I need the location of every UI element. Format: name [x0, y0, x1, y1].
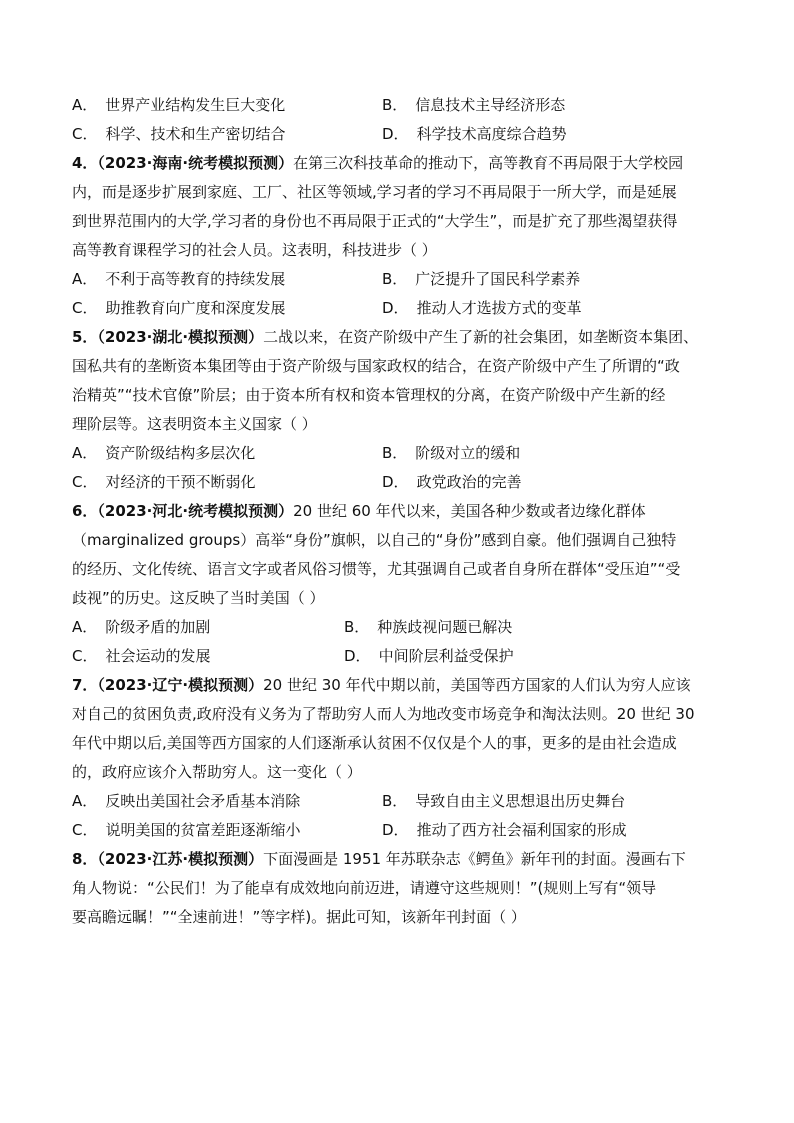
q6-stem-line-4: 歧视”的历史。这反映了当时美国（ ） [72, 589, 325, 607]
q4-heading: 4．（2023·海南·统考模拟预测） [72, 154, 294, 172]
option-letter: C． [72, 821, 98, 839]
option-text: 说明美国的贫富差距逐渐缩小 [105, 821, 301, 839]
q5-stem-line-3: 治精英”“技术官僚”阶层；由于资本所有权和资本管理权的分离，在资产阶级中产生新的经 [72, 386, 666, 404]
option-letter: D． [344, 647, 371, 665]
option-letter: B． [382, 444, 408, 462]
option-text: 反映出美国社会矛盾基本消除 [105, 792, 301, 810]
q6-stem-line-1 [72, 501, 646, 521]
option-letter: B． [382, 96, 408, 114]
q3-option-d[interactable] [382, 124, 567, 144]
q5-stem-line-4: 理阶层等。这表明资本主义国家（ ） [72, 415, 317, 433]
option-text: 政党政治的完善 [416, 473, 522, 491]
q7-option-b[interactable] [382, 791, 625, 811]
q4-option-c[interactable] [72, 298, 286, 318]
q7-stem-line-1 [72, 675, 691, 695]
q7-heading: 7．（2023·辽宁·模拟预测） [72, 676, 264, 694]
option-letter: D． [382, 299, 409, 317]
q5-heading: 5．（2023·湖北·模拟预测） [72, 328, 264, 346]
option-letter: A． [72, 96, 98, 114]
q4-stem-line-3: 到世界范围内的大学,学习者的身份也不再局限于正式的“大学生”，而是扩充了那些渴望获得 [72, 212, 678, 230]
option-letter: C． [72, 299, 98, 317]
q4-option-d[interactable] [382, 298, 582, 318]
q7-stem-line-4: 的，政府应该介入帮助穷人。这一变化（ ） [72, 763, 362, 781]
option-text: 信息技术主导经济形态 [415, 96, 566, 114]
option-text: 阶级矛盾的加剧 [105, 618, 211, 636]
q7-option-d[interactable] [382, 820, 627, 840]
q7-stem-line-3: 年代中期以后,美国等西方国家的人们逐渐承认贫困不仅仅是个人的事，更多的是由社会造成 [72, 734, 677, 752]
option-text: 种族歧视问题已解决 [377, 618, 513, 636]
q5-option-a[interactable] [72, 443, 255, 463]
q5-stem-line-2: 国私共有的垄断资本集团等由于资产阶级与国家政权的结合，在资产阶级中产生了所谓的“政 [72, 357, 680, 375]
option-text: 不利于高等教育的持续发展 [105, 270, 286, 288]
q5-stem-line-1 [72, 327, 698, 347]
q7-stem-line-2: 对自己的贫困负责,政府没有义务为了帮助穷人而人为地改变市场竞争和淘汰法则。20 世纪 30 [72, 705, 695, 723]
q4-stem-line-4: 高等教育课程学习的社会人员。这表明，科技进步（ ） [72, 241, 437, 259]
option-letter: D． [382, 821, 409, 839]
option-text: 世界产业结构发生巨大变化 [105, 96, 286, 114]
option-text: 社会运动的发展 [105, 647, 211, 665]
q6-stem-line-3: 的经历、文化传统、语言文字或者风俗习惯等，尤其强调自己或者自身所在群体“受压迫”“受 [72, 560, 681, 578]
option-text: 中间阶层利益受保护 [378, 647, 514, 665]
option-text: 科学技术高度综合趋势 [416, 125, 567, 143]
option-letter: A． [72, 444, 98, 462]
q5-option-b[interactable] [382, 443, 520, 463]
option-letter: D． [382, 473, 409, 491]
q3-option-c[interactable] [72, 124, 286, 144]
option-text: 阶级对立的缓和 [415, 444, 521, 462]
q5-option-c[interactable] [72, 472, 256, 492]
option-text: 推动人才选拔方式的变革 [416, 299, 582, 317]
q8-heading: 8．（2023·江苏·模拟预测） [72, 850, 264, 868]
option-letter: C． [72, 125, 98, 143]
option-letter: C． [72, 647, 98, 665]
q3-option-a[interactable] [72, 95, 285, 115]
q4-option-b[interactable] [382, 269, 580, 289]
q6-option-c[interactable] [72, 646, 211, 666]
option-text: 助推教育向广度和深度发展 [105, 299, 286, 317]
q6-option-b[interactable] [344, 617, 512, 637]
q3-option-b[interactable] [382, 95, 565, 115]
q4-stem-line-2: 内，而是逐步扩展到家庭、工厂、社区等领域,学习者的学习不再局限于一所大学，而是延展 [72, 183, 677, 201]
option-letter: B． [382, 792, 408, 810]
option-text: 资产阶级结构多层次化 [105, 444, 256, 462]
option-text: 推动了西方社会福利国家的形成 [416, 821, 627, 839]
option-letter: B． [344, 618, 370, 636]
stem-text: 二战以来，在资产阶级中产生了新的社会集团，如垄断资本集团、 [263, 328, 699, 346]
option-text: 导致自由主义思想退出历史舞台 [415, 792, 626, 810]
q8-stem-line-1 [72, 849, 686, 869]
option-letter: A． [72, 618, 98, 636]
q6-stem-line-2: （marginalized groups）高举“身份”旗帜，以自己的“身份”感到自豪。他们强调自己独特 [72, 531, 677, 549]
option-letter: A． [72, 792, 98, 810]
option-letter: C． [72, 473, 98, 491]
q5-option-d[interactable] [382, 472, 522, 492]
q4-option-a[interactable] [72, 269, 285, 289]
option-text: 广泛提升了国民科学素养 [415, 270, 581, 288]
option-letter: D． [382, 125, 409, 143]
stem-text: 20 世纪 30 年代中期以前，美国等西方国家的人们认为穷人应该 [263, 676, 691, 694]
q6-option-d[interactable] [344, 646, 514, 666]
q4-stem-line-1 [72, 153, 683, 173]
option-text: 科学、技术和生产密切结合 [105, 125, 286, 143]
q8-stem-line-3: 要高瞻远瞩！”“全速前进！”等字样)。据此可知，该新年刊封面（ ） [72, 908, 526, 926]
q7-option-a[interactable] [72, 791, 300, 811]
option-letter: A． [72, 270, 98, 288]
stem-text: 下面漫画是 1951 年苏联杂志《鳄鱼》新年刊的封面。漫画右下 [263, 850, 686, 868]
q8-stem-line-2: 角人物说：“公民们！为了能卓有成效地向前迈进，请遵守这些规则！”(规则上写有“领导 [72, 879, 657, 897]
q6-heading: 6．（2023·河北·统考模拟预测） [72, 502, 294, 520]
q7-option-c[interactable] [72, 820, 301, 840]
option-text: 对经济的干预不断弱化 [105, 473, 256, 491]
stem-text: 20 世纪 60 年代以来，美国各种少数或者边缘化群体 [293, 502, 646, 520]
stem-text: 在第三次科技革命的推动下，高等教育不再局限于大学校园 [293, 154, 684, 172]
q6-option-a[interactable] [72, 617, 210, 637]
option-letter: B． [382, 270, 408, 288]
